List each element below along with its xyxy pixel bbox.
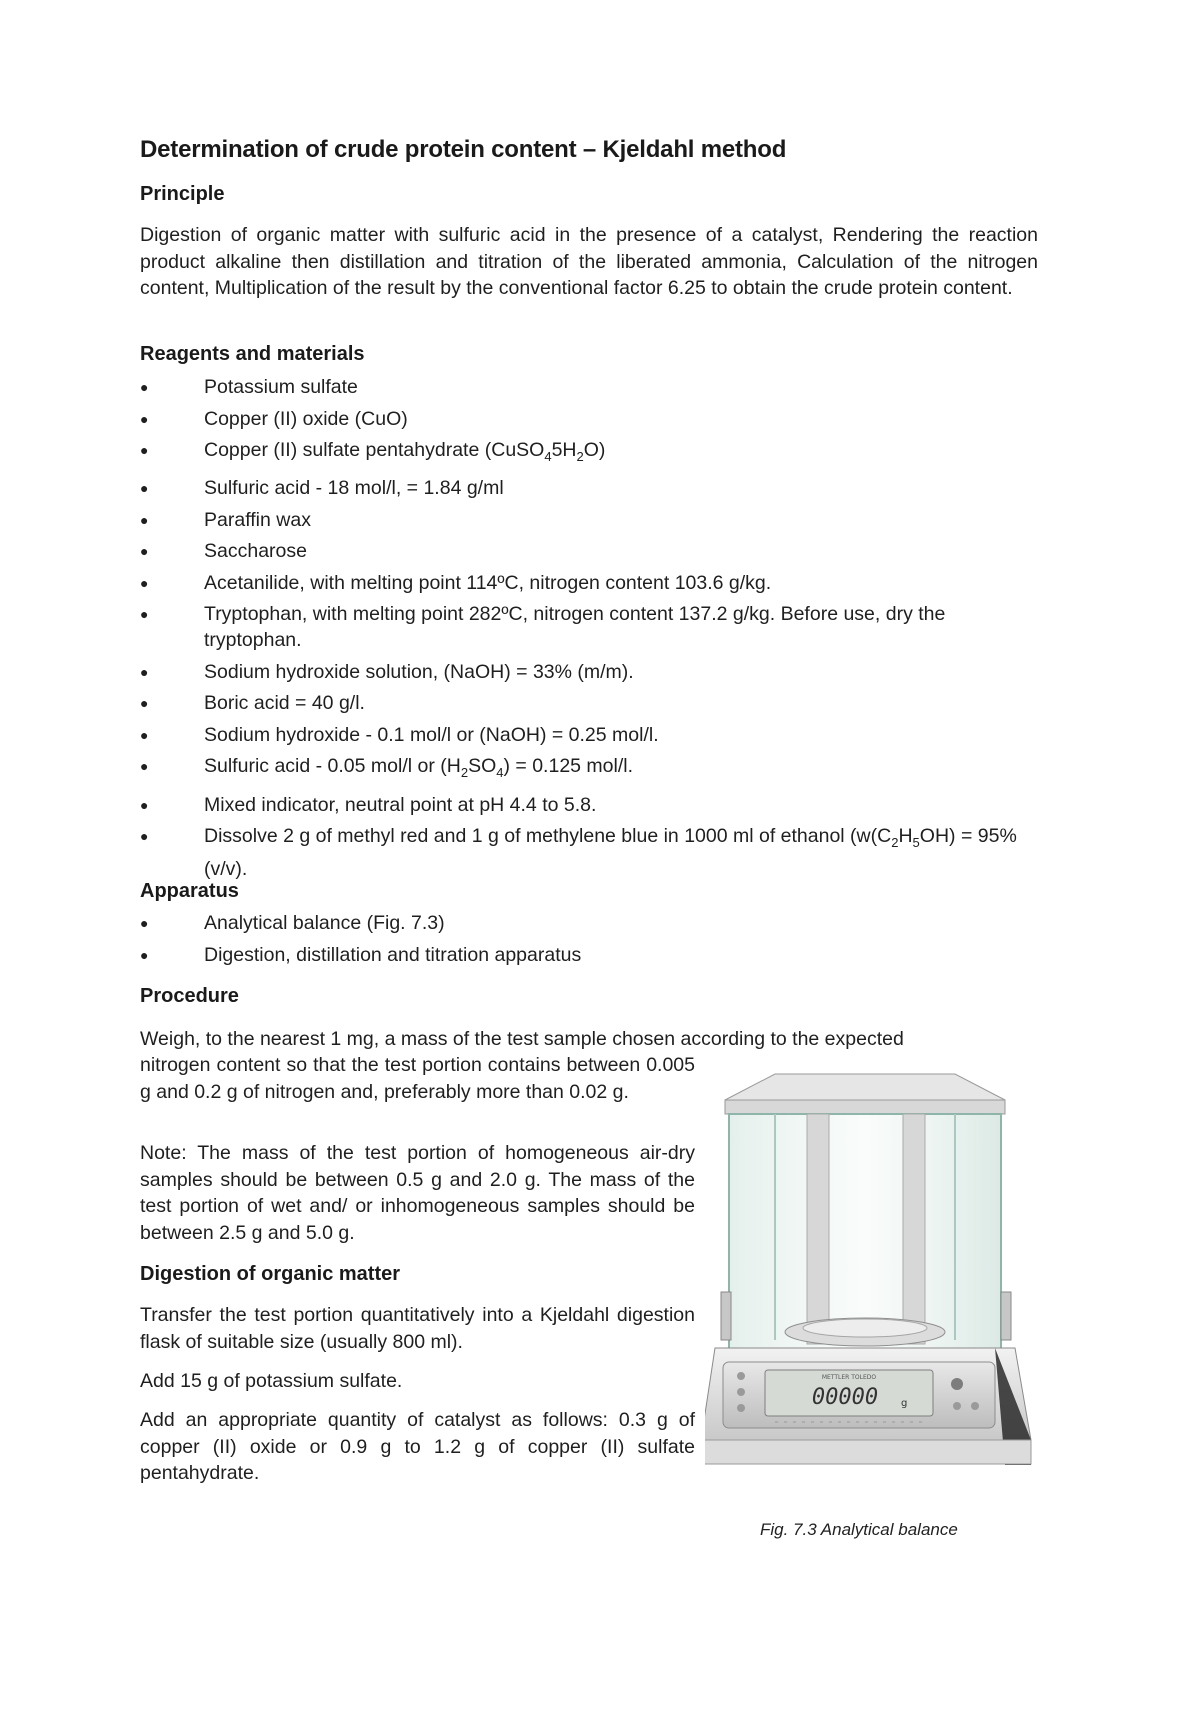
draft-shield xyxy=(729,1114,1001,1350)
list-item: ● Digestion, distillation and titration apparatus xyxy=(140,943,582,966)
display-unit: g xyxy=(901,1398,908,1409)
bullet-icon: ● xyxy=(140,758,149,775)
bullet-icon: ● xyxy=(140,695,149,712)
digestion-heading: Digestion of organic matter xyxy=(140,1263,401,1285)
digestion-text-3: Add an appropriate quantity of catalyst as follows: 0.3 g of copper (II) oxide or 0.9 g to 1.2 g of copper (II) sulfate pentahydrate. xyxy=(140,1409,695,1484)
bullet-icon: ● xyxy=(140,511,149,528)
procedure-text: nitrogen content so that the test portion contains between 0.005 g and 0.2 g of nitrogen and, preferably more than 0.02 g. xyxy=(140,1054,695,1103)
list-item: ● Acetanilide, with melting point 114ºC, nitrogen content 103.6 g/kg. xyxy=(140,571,772,594)
apparatus-heading: Apparatus xyxy=(140,880,239,902)
analytical-balance-figure xyxy=(705,1070,1035,1490)
list-item: ● Saccharose xyxy=(140,540,307,563)
list-item: ● Dissolve 2 g of methyl red and 1 g of methylene blue in 1000 ml of ethanol ($w(C_2H_5OH) = 95\%$ (v/v). xyxy=(140,825,1017,881)
button-icon xyxy=(737,1404,745,1412)
bullet-icon: ● xyxy=(140,480,149,497)
digestion-text-2: Add 15 g of potassium sulfate. xyxy=(140,1370,403,1392)
digestion-text-1: Transfer the test portion quantitatively into a Kjeldahl digestion flask of suitable size (usually 800 ml). xyxy=(140,1304,695,1353)
list-item: ● Sulfuric acid - 18 mol/l, = 1.84 g/ml xyxy=(140,477,504,500)
list-item: ● Copper (II) sulfate pentahydrate $(CuSO_45H_2O)$ xyxy=(140,439,606,464)
bullet-icon: ● xyxy=(140,379,149,395)
procedure-heading: Procedure xyxy=(140,985,239,1007)
button-icon xyxy=(737,1388,745,1396)
principle-heading: Principle xyxy=(140,183,225,205)
power-button-icon xyxy=(951,1378,963,1390)
bullet-icon: ● xyxy=(140,796,149,813)
bullet-icon: ● xyxy=(140,442,149,458)
apparatus-list xyxy=(140,910,1038,973)
procedure-note: Note: The mass of the test portion of homogeneous air-dry samples should be between 0.5 g and 2.0 g. The mass of the test portion of wet and/ or inhomogeneous samples should be between 2.5 g and 5.0 g. xyxy=(140,1142,695,1244)
reagents-list xyxy=(140,374,1038,888)
list-item: ● Sodium hydroxide solution, (NaOH) = 33% (m/m). xyxy=(140,660,634,683)
bullet-icon: ● xyxy=(140,410,149,427)
list-item: ● Analytical balance (Fig. 7.3) xyxy=(140,912,445,934)
bullet-icon: ● xyxy=(140,828,149,845)
button-icon xyxy=(971,1402,979,1410)
bullet-icon: ● xyxy=(140,606,149,623)
display-readout: 00000 xyxy=(811,1385,879,1410)
bullet-icon: ● xyxy=(140,543,149,560)
button-icon xyxy=(953,1402,961,1410)
procedure-text-wide: Weigh, to the nearest 1 mg, a mass of the test sample chosen according to the expected xyxy=(140,1028,904,1050)
list-item: ● Copper (II) oxide (CuO) xyxy=(140,407,408,430)
bullet-icon: ● xyxy=(140,663,149,680)
list-item: ● Paraffin wax xyxy=(140,508,311,531)
list-item: ● Potassium sulfate xyxy=(140,376,358,398)
bullet-icon: ● xyxy=(140,915,149,931)
list-item: ● Boric acid = 40 g/l. xyxy=(140,692,365,715)
figure-caption: Fig. 7.3 Analytical balance xyxy=(760,1520,958,1539)
page-title: Determination of crude protein content – Kjeldahl method xyxy=(140,136,787,163)
reagents-heading: Reagents and materials xyxy=(140,343,365,365)
bullet-icon: ● xyxy=(140,946,149,963)
list-item: ● Sodium hydroxide - 0.1 mol/l or (NaOH) = 0.25 mol/l. xyxy=(140,723,659,746)
principle-text: Digestion of organic matter with sulfuric acid in the presence of a catalyst, Rendering the reaction product alkaline then distillation and titration of the liberated ammonia, Calculation of the nitrogen content, Multiplication of the result by the conventional factor 6.25 to obtain the crude protein content. xyxy=(140,224,1038,299)
bullet-icon: ● xyxy=(140,726,149,743)
bullet-icon: ● xyxy=(140,574,149,591)
brand-label: METTLER TOLEDO xyxy=(821,1374,877,1381)
list-item: ● Tryptophan, with melting point 282ºC, nitrogen content 137.2 g/kg. Before use, dry the tryptophan. xyxy=(140,603,946,652)
list-item: ● Sulfuric acid - 0.05 mol/l or $(H_2SO_4) = 0.125$ mol/l. xyxy=(140,755,634,781)
top-frame xyxy=(725,1074,1005,1100)
list-item: ● Mixed indicator, neutral point at pH 4.4 to 5.8. xyxy=(140,793,597,816)
analytical-balance-illustration xyxy=(705,1070,1035,1490)
button-icon xyxy=(737,1372,745,1380)
